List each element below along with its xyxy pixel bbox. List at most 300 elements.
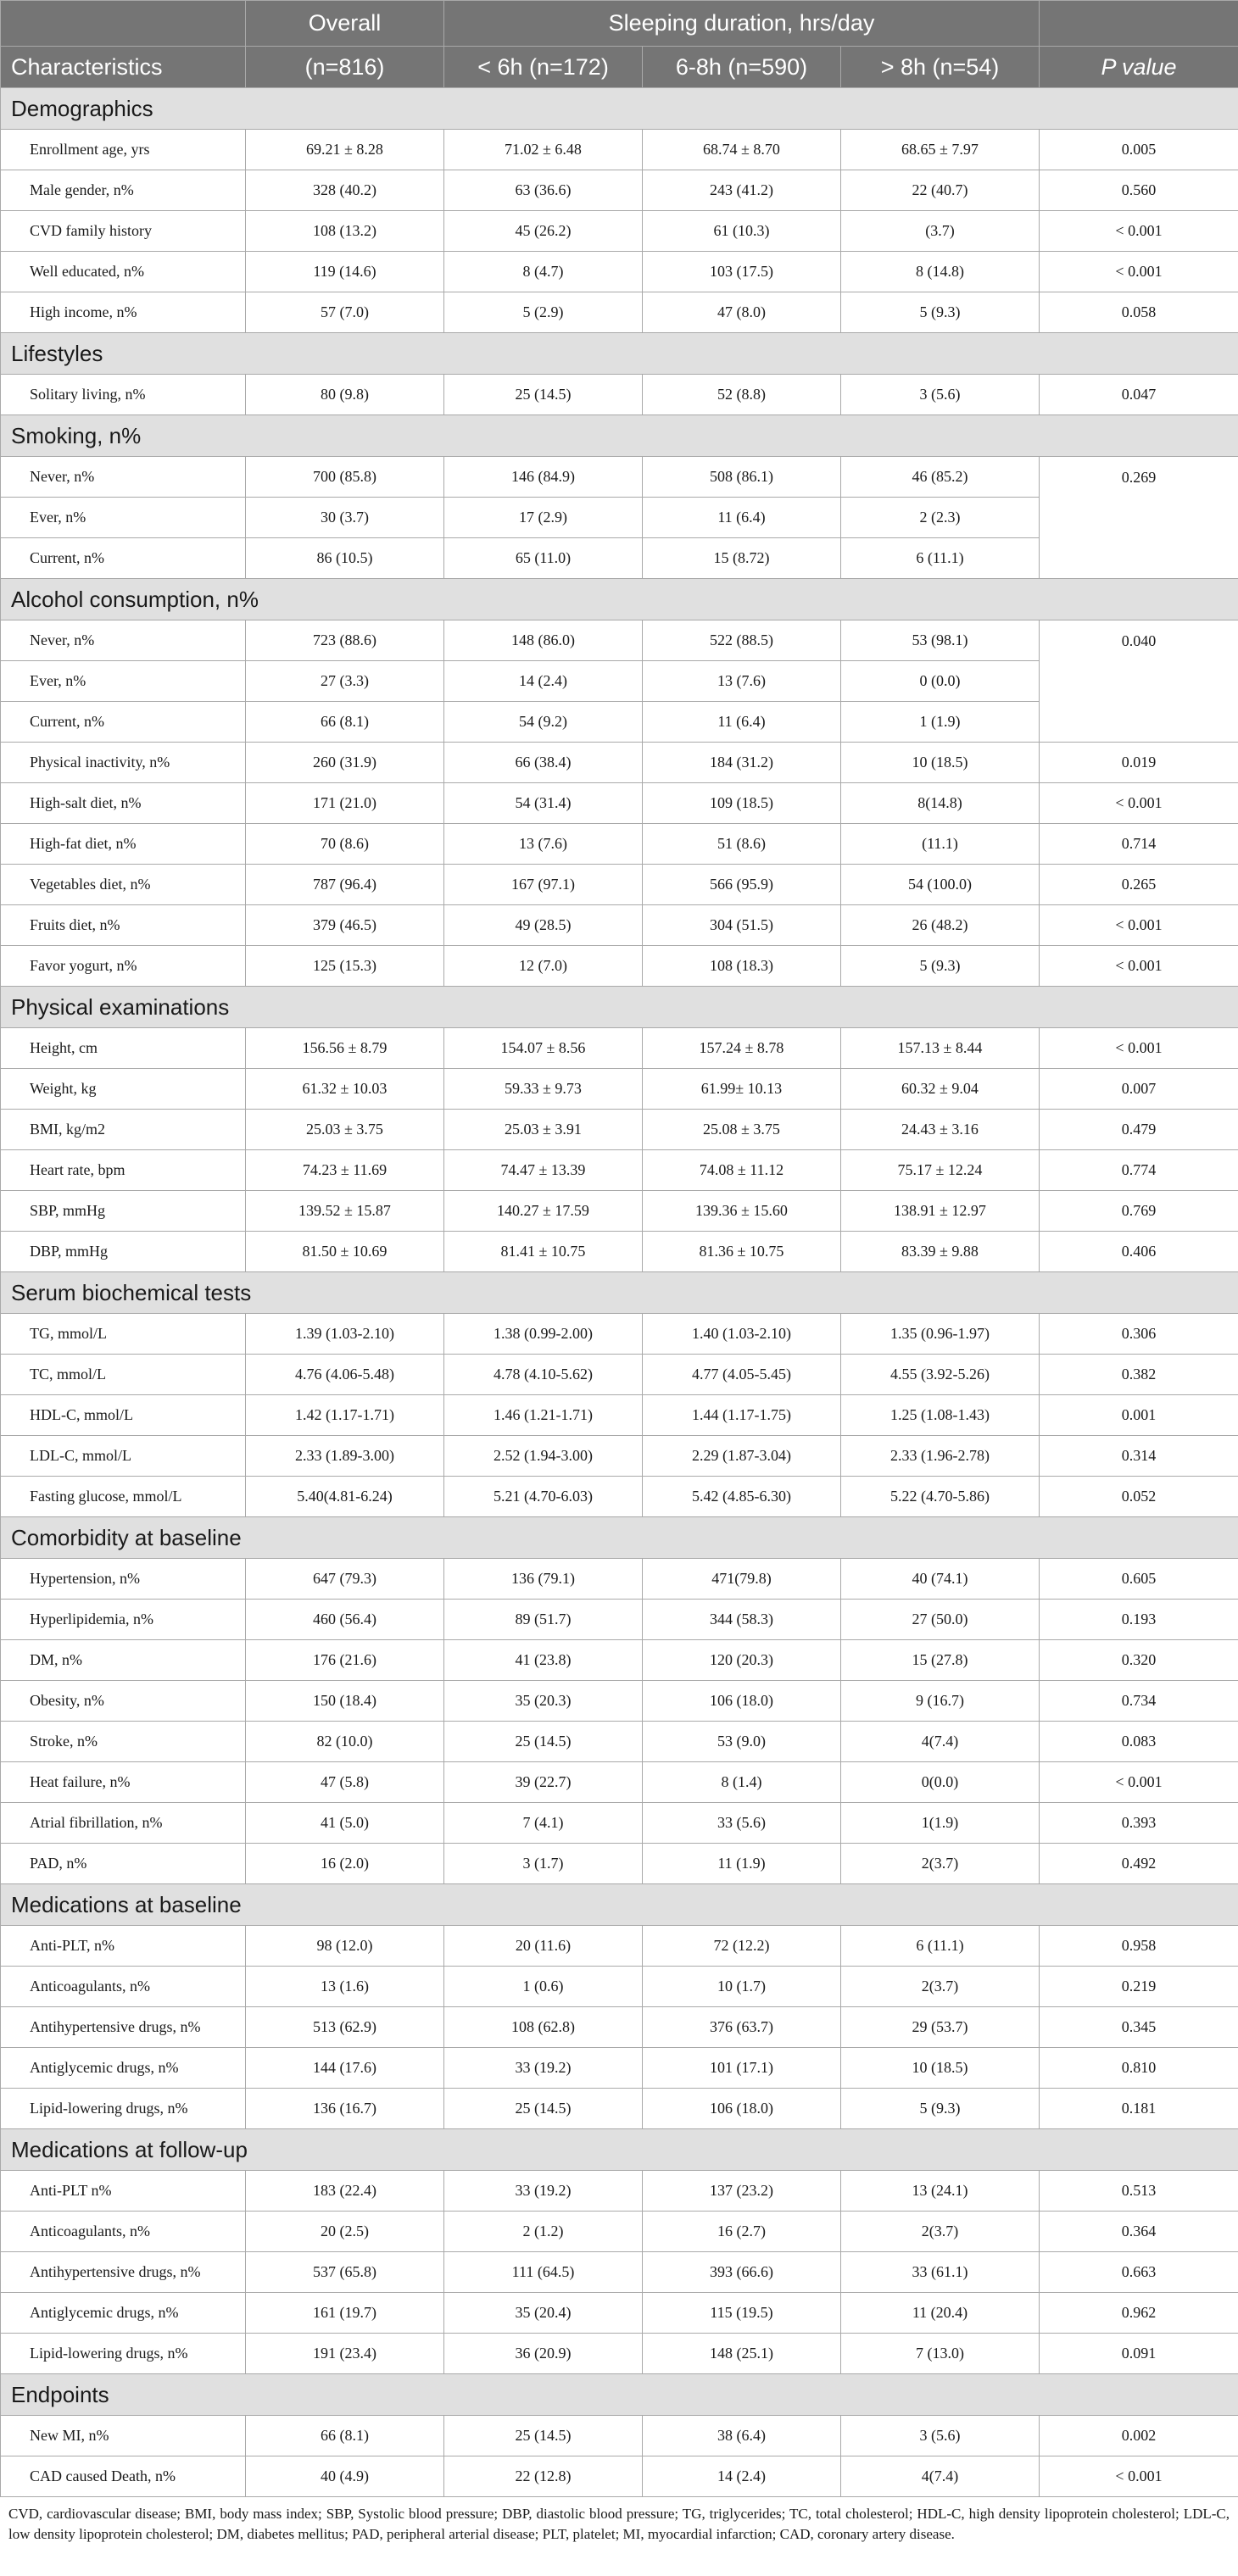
- cell-p-value: 0.958: [1040, 1926, 1238, 1967]
- cell-6to8: 148 (25.1): [643, 2334, 841, 2374]
- cell-p-value: < 0.001: [1040, 2456, 1238, 2497]
- cell-gt8: (3.7): [841, 211, 1040, 252]
- cell-overall: 647 (79.3): [246, 1559, 444, 1600]
- cell-lt6: 2 (1.2): [444, 2212, 643, 2252]
- cell-lt6: 148 (86.0): [444, 620, 643, 661]
- cell-6to8: 15 (8.72): [643, 538, 841, 579]
- cell-gt8: 24.43 ± 3.16: [841, 1110, 1040, 1150]
- cell-p-value: < 0.001: [1040, 252, 1238, 292]
- row-label: CVD family history: [1, 211, 246, 252]
- table-row: [1, 1355, 1238, 1395]
- cell-p-value: < 0.001: [1040, 905, 1238, 946]
- cell-6to8: 1.44 (1.17-1.75): [643, 1395, 841, 1436]
- cell-overall: 108 (13.2): [246, 211, 444, 252]
- row-label: Atrial fibrillation, n%: [1, 1803, 246, 1844]
- row-label: Antiglycemic drugs, n%: [1, 2293, 246, 2334]
- cell-6to8: 38 (6.4): [643, 2416, 841, 2456]
- cell-6to8: 103 (17.5): [643, 252, 841, 292]
- cell-overall: 144 (17.6): [246, 2048, 444, 2089]
- header-characteristics: Characteristics: [1, 47, 246, 88]
- cell-6to8: 47 (8.0): [643, 292, 841, 333]
- section-title: Alcohol consumption, n%: [1, 579, 1238, 620]
- row-label: Ever, n%: [1, 498, 246, 538]
- cell-overall: 191 (23.4): [246, 2334, 444, 2374]
- row-label: Solitary living, n%: [1, 375, 246, 415]
- cell-overall: 136 (16.7): [246, 2089, 444, 2129]
- cell-6to8: 304 (51.5): [643, 905, 841, 946]
- cell-lt6: 74.47 ± 13.39: [444, 1150, 643, 1191]
- table-row: [1, 2007, 1238, 2048]
- cell-lt6: 89 (51.7): [444, 1600, 643, 1640]
- cell-p-value: 0.714: [1040, 824, 1238, 865]
- section-title: Medications at baseline: [1, 1884, 1238, 1926]
- cell-p-value: < 0.001: [1040, 783, 1238, 824]
- cell-p-value: 0.513: [1040, 2171, 1238, 2212]
- cell-lt6: 66 (38.4): [444, 743, 643, 783]
- cell-6to8: 106 (18.0): [643, 2089, 841, 2129]
- row-label: Current, n%: [1, 702, 246, 743]
- cell-p-value: 0.769: [1040, 1191, 1238, 1232]
- cell-lt6: 22 (12.8): [444, 2456, 643, 2497]
- cell-overall: 86 (10.5): [246, 538, 444, 579]
- section-title: Lifestyles: [1, 333, 1238, 375]
- cell-lt6: 54 (9.2): [444, 702, 643, 743]
- header-blank-p: [1040, 1, 1238, 47]
- cell-6to8: 68.74 ± 8.70: [643, 130, 841, 170]
- cell-6to8: 81.36 ± 10.75: [643, 1232, 841, 1272]
- row-label: PAD, n%: [1, 1844, 246, 1884]
- cell-lt6: 12 (7.0): [444, 946, 643, 987]
- row-label: Fruits diet, n%: [1, 905, 246, 946]
- cell-p-value: 0.314: [1040, 1436, 1238, 1477]
- cell-gt8: 5 (9.3): [841, 2089, 1040, 2129]
- row-label: Favor yogurt, n%: [1, 946, 246, 987]
- cell-overall: 379 (46.5): [246, 905, 444, 946]
- section-header-row: [1, 333, 1238, 375]
- cell-p-value: < 0.001: [1040, 1028, 1238, 1069]
- row-label: DM, n%: [1, 1640, 246, 1681]
- cell-overall: 1.42 (1.17-1.71): [246, 1395, 444, 1436]
- cell-gt8: 8(14.8): [841, 783, 1040, 824]
- section-header-row: [1, 2129, 1238, 2171]
- cell-gt8: 6 (11.1): [841, 1926, 1040, 1967]
- cell-p-value: 0.269: [1040, 457, 1238, 579]
- cell-p-value: < 0.001: [1040, 211, 1238, 252]
- table-row: [1, 1762, 1238, 1803]
- header-lt6: < 6h (n=172): [444, 47, 643, 88]
- cell-lt6: 13 (7.6): [444, 824, 643, 865]
- cell-6to8: 120 (20.3): [643, 1640, 841, 1681]
- cell-gt8: 1.35 (0.96-1.97): [841, 1314, 1040, 1355]
- cell-gt8: 54 (100.0): [841, 865, 1040, 905]
- cell-gt8: 33 (61.1): [841, 2252, 1040, 2293]
- cell-lt6: 1.46 (1.21-1.71): [444, 1395, 643, 1436]
- header-row-1: [1, 1, 1238, 47]
- table-row: [1, 1028, 1238, 1069]
- cell-gt8: 10 (18.5): [841, 743, 1040, 783]
- cell-p-value: 0.058: [1040, 292, 1238, 333]
- row-label: Fasting glucose, mmol/L: [1, 1477, 246, 1517]
- table-row: [1, 457, 1238, 498]
- cell-6to8: 1.40 (1.03-2.10): [643, 1314, 841, 1355]
- cell-gt8: 26 (48.2): [841, 905, 1040, 946]
- cell-overall: 98 (12.0): [246, 1926, 444, 1967]
- section-title: Medications at follow-up: [1, 2129, 1238, 2171]
- cell-lt6: 4.78 (4.10-5.62): [444, 1355, 643, 1395]
- cell-overall: 57 (7.0): [246, 292, 444, 333]
- row-label: Never, n%: [1, 457, 246, 498]
- cell-overall: 176 (21.6): [246, 1640, 444, 1681]
- table-row: [1, 375, 1238, 415]
- row-label: Vegetables diet, n%: [1, 865, 246, 905]
- row-label: Stroke, n%: [1, 1722, 246, 1762]
- row-label: DBP, mmHg: [1, 1232, 246, 1272]
- cell-lt6: 63 (36.6): [444, 170, 643, 211]
- cell-overall: 80 (9.8): [246, 375, 444, 415]
- cell-overall: 723 (88.6): [246, 620, 444, 661]
- cell-gt8: 75.17 ± 12.24: [841, 1150, 1040, 1191]
- cell-lt6: 36 (20.9): [444, 2334, 643, 2374]
- cell-p-value: 0.663: [1040, 2252, 1238, 2293]
- table-row: [1, 1844, 1238, 1884]
- cell-6to8: 101 (17.1): [643, 2048, 841, 2089]
- cell-overall: 328 (40.2): [246, 170, 444, 211]
- cell-lt6: 25 (14.5): [444, 2089, 643, 2129]
- cell-p-value: 0.810: [1040, 2048, 1238, 2089]
- cell-overall: 27 (3.3): [246, 661, 444, 702]
- cell-6to8: 72 (12.2): [643, 1926, 841, 1967]
- cell-p-value: 0.479: [1040, 1110, 1238, 1150]
- cell-overall: 40 (4.9): [246, 2456, 444, 2497]
- section-header-row: [1, 1272, 1238, 1314]
- cell-gt8: 11 (20.4): [841, 2293, 1040, 2334]
- table-row: [1, 1436, 1238, 1477]
- cell-6to8: 344 (58.3): [643, 1600, 841, 1640]
- cell-lt6: 59.33 ± 9.73: [444, 1069, 643, 1110]
- cell-p-value: 0.774: [1040, 1150, 1238, 1191]
- row-label: High income, n%: [1, 292, 246, 333]
- table-row: [1, 2048, 1238, 2089]
- table-row: [1, 1314, 1238, 1355]
- cell-p-value: 0.047: [1040, 375, 1238, 415]
- cell-gt8: 3 (5.6): [841, 375, 1040, 415]
- cell-overall: 66 (8.1): [246, 2416, 444, 2456]
- cell-gt8: 2.33 (1.96-2.78): [841, 1436, 1040, 1477]
- cell-6to8: 376 (63.7): [643, 2007, 841, 2048]
- cell-p-value: 0.052: [1040, 1477, 1238, 1517]
- row-label: Hypertension, n%: [1, 1559, 246, 1600]
- cell-overall: 787 (96.4): [246, 865, 444, 905]
- cell-gt8: 157.13 ± 8.44: [841, 1028, 1040, 1069]
- section-header-row: [1, 2374, 1238, 2416]
- cell-6to8: 4.77 (4.05-5.45): [643, 1355, 841, 1395]
- cell-gt8: (11.1): [841, 824, 1040, 865]
- table-row: [1, 2171, 1238, 2212]
- row-label: Male gender, n%: [1, 170, 246, 211]
- cell-overall: 4.76 (4.06-5.48): [246, 1355, 444, 1395]
- cell-overall: 30 (3.7): [246, 498, 444, 538]
- cell-overall: 460 (56.4): [246, 1600, 444, 1640]
- row-label: Anti-PLT, n%: [1, 1926, 246, 1967]
- cell-6to8: 139.36 ± 15.60: [643, 1191, 841, 1232]
- cell-overall: 16 (2.0): [246, 1844, 444, 1884]
- cell-lt6: 140.27 ± 17.59: [444, 1191, 643, 1232]
- cell-lt6: 33 (19.2): [444, 2171, 643, 2212]
- cell-p-value: 0.364: [1040, 2212, 1238, 2252]
- section-header-row: [1, 579, 1238, 620]
- cell-overall: 156.56 ± 8.79: [246, 1028, 444, 1069]
- cell-overall: 25.03 ± 3.75: [246, 1110, 444, 1150]
- cell-6to8: 51 (8.6): [643, 824, 841, 865]
- cell-gt8: 22 (40.7): [841, 170, 1040, 211]
- cell-gt8: 1(1.9): [841, 1803, 1040, 1844]
- cell-gt8: 5.22 (4.70-5.86): [841, 1477, 1040, 1517]
- row-label: Heat failure, n%: [1, 1762, 246, 1803]
- row-label: TC, mmol/L: [1, 1355, 246, 1395]
- table-row: [1, 1069, 1238, 1110]
- cell-lt6: 108 (62.8): [444, 2007, 643, 2048]
- cell-p-value: 0.040: [1040, 620, 1238, 743]
- cell-lt6: 35 (20.3): [444, 1681, 643, 1722]
- row-label: HDL-C, mmol/L: [1, 1395, 246, 1436]
- row-label: SBP, mmHg: [1, 1191, 246, 1232]
- table-row: [1, 1803, 1238, 1844]
- cell-gt8: 1 (1.9): [841, 702, 1040, 743]
- cell-lt6: 35 (20.4): [444, 2293, 643, 2334]
- cell-lt6: 5.21 (4.70-6.03): [444, 1477, 643, 1517]
- cell-p-value: 0.091: [1040, 2334, 1238, 2374]
- cell-lt6: 45 (26.2): [444, 211, 643, 252]
- cell-lt6: 111 (64.5): [444, 2252, 643, 2293]
- cell-gt8: 4.55 (3.92-5.26): [841, 1355, 1040, 1395]
- cell-lt6: 41 (23.8): [444, 1640, 643, 1681]
- cell-overall: 82 (10.0): [246, 1722, 444, 1762]
- header-gt8: > 8h (n=54): [841, 47, 1040, 88]
- cell-overall: 139.52 ± 15.87: [246, 1191, 444, 1232]
- row-label: Weight, kg: [1, 1069, 246, 1110]
- table-row: [1, 1559, 1238, 1600]
- row-label: LDL-C, mmol/L: [1, 1436, 246, 1477]
- row-label: Obesity, n%: [1, 1681, 246, 1722]
- row-label: Anticoagulants, n%: [1, 2212, 246, 2252]
- cell-6to8: 8 (1.4): [643, 1762, 841, 1803]
- row-label: Anti-PLT n%: [1, 2171, 246, 2212]
- cell-lt6: 7 (4.1): [444, 1803, 643, 1844]
- cell-p-value: 0.002: [1040, 2416, 1238, 2456]
- cell-6to8: 16 (2.7): [643, 2212, 841, 2252]
- cell-lt6: 1.38 (0.99-2.00): [444, 1314, 643, 1355]
- cell-overall: 2.33 (1.89-3.00): [246, 1436, 444, 1477]
- cell-overall: 700 (85.8): [246, 457, 444, 498]
- section-title: Endpoints: [1, 2374, 1238, 2416]
- cell-lt6: 2.52 (1.94-3.00): [444, 1436, 643, 1477]
- cell-p-value: 0.345: [1040, 2007, 1238, 2048]
- cell-gt8: 5 (9.3): [841, 946, 1040, 987]
- cell-6to8: 243 (41.2): [643, 170, 841, 211]
- cell-lt6: 25 (14.5): [444, 1722, 643, 1762]
- table-row: [1, 211, 1238, 252]
- cell-overall: 70 (8.6): [246, 824, 444, 865]
- header-row-2: [1, 47, 1238, 88]
- cell-gt8: 2(3.7): [841, 1967, 1040, 2007]
- cell-overall: 66 (8.1): [246, 702, 444, 743]
- row-label: TG, mmol/L: [1, 1314, 246, 1355]
- cell-gt8: 13 (24.1): [841, 2171, 1040, 2212]
- cell-p-value: 0.393: [1040, 1803, 1238, 1844]
- cell-6to8: 61.99± 10.13: [643, 1069, 841, 1110]
- cell-lt6: 71.02 ± 6.48: [444, 130, 643, 170]
- cell-p-value: 0.181: [1040, 2089, 1238, 2129]
- cell-overall: 150 (18.4): [246, 1681, 444, 1722]
- cell-overall: 5.40(4.81-6.24): [246, 1477, 444, 1517]
- cell-6to8: 11 (6.4): [643, 498, 841, 538]
- cell-6to8: 522 (88.5): [643, 620, 841, 661]
- cell-overall: 61.32 ± 10.03: [246, 1069, 444, 1110]
- section-header-row: [1, 415, 1238, 457]
- cell-gt8: 53 (98.1): [841, 620, 1040, 661]
- cell-p-value: 0.605: [1040, 1559, 1238, 1600]
- header-overall: Overall: [246, 1, 444, 47]
- cell-6to8: 74.08 ± 11.12: [643, 1150, 841, 1191]
- table-body: [1, 88, 1238, 2497]
- table-row: [1, 2252, 1238, 2293]
- row-label: Well educated, n%: [1, 252, 246, 292]
- cell-lt6: 167 (97.1): [444, 865, 643, 905]
- cell-lt6: 25.03 ± 3.91: [444, 1110, 643, 1150]
- row-label: Antiglycemic drugs, n%: [1, 2048, 246, 2089]
- cell-p-value: 0.306: [1040, 1314, 1238, 1355]
- cell-gt8: 27 (50.0): [841, 1600, 1040, 1640]
- cell-gt8: 6 (11.1): [841, 538, 1040, 579]
- section-title: Demographics: [1, 88, 1238, 130]
- cell-lt6: 49 (28.5): [444, 905, 643, 946]
- cell-gt8: 4(7.4): [841, 1722, 1040, 1762]
- header-p-value: P value: [1040, 47, 1238, 88]
- table-row: [1, 2416, 1238, 2456]
- cell-overall: 41 (5.0): [246, 1803, 444, 1844]
- cell-6to8: 11 (6.4): [643, 702, 841, 743]
- table-row: [1, 2293, 1238, 2334]
- table-row: [1, 783, 1238, 824]
- cell-6to8: 566 (95.9): [643, 865, 841, 905]
- table-row: [1, 620, 1238, 661]
- cell-6to8: 13 (7.6): [643, 661, 841, 702]
- cell-lt6: 154.07 ± 8.56: [444, 1028, 643, 1069]
- cell-6to8: 5.42 (4.85-6.30): [643, 1477, 841, 1517]
- table-row: [1, 1150, 1238, 1191]
- cell-p-value: 0.019: [1040, 743, 1238, 783]
- cell-overall: 260 (31.9): [246, 743, 444, 783]
- cell-overall: 69.21 ± 8.28: [246, 130, 444, 170]
- cell-lt6: 25 (14.5): [444, 375, 643, 415]
- cell-gt8: 2(3.7): [841, 1844, 1040, 1884]
- header-blank: [1, 1, 246, 47]
- cell-gt8: 68.65 ± 7.97: [841, 130, 1040, 170]
- cell-gt8: 15 (27.8): [841, 1640, 1040, 1681]
- cell-p-value: < 0.001: [1040, 946, 1238, 987]
- row-label: Lipid-lowering drugs, n%: [1, 2089, 246, 2129]
- cell-gt8: 138.91 ± 12.97: [841, 1191, 1040, 1232]
- row-label: Current, n%: [1, 538, 246, 579]
- cell-p-value: 0.734: [1040, 1681, 1238, 1722]
- cell-p-value: 0.382: [1040, 1355, 1238, 1395]
- table-row: [1, 1640, 1238, 1681]
- cell-gt8: 40 (74.1): [841, 1559, 1040, 1600]
- cell-overall: 171 (21.0): [246, 783, 444, 824]
- cell-overall: 161 (19.7): [246, 2293, 444, 2334]
- cell-overall: 20 (2.5): [246, 2212, 444, 2252]
- cell-overall: 513 (62.9): [246, 2007, 444, 2048]
- table-row: [1, 1967, 1238, 2007]
- cell-lt6: 54 (31.4): [444, 783, 643, 824]
- cell-6to8: 25.08 ± 3.75: [643, 1110, 841, 1150]
- cell-lt6: 20 (11.6): [444, 1926, 643, 1967]
- cell-6to8: 53 (9.0): [643, 1722, 841, 1762]
- cell-p-value: < 0.001: [1040, 1762, 1238, 1803]
- cell-overall: 125 (15.3): [246, 946, 444, 987]
- table-row: [1, 905, 1238, 946]
- cell-lt6: 81.41 ± 10.75: [444, 1232, 643, 1272]
- cell-gt8: 7 (13.0): [841, 2334, 1040, 2374]
- cell-gt8: 5 (9.3): [841, 292, 1040, 333]
- cell-lt6: 39 (22.7): [444, 1762, 643, 1803]
- cell-overall: 81.50 ± 10.69: [246, 1232, 444, 1272]
- row-label: Height, cm: [1, 1028, 246, 1069]
- table-row: [1, 170, 1238, 211]
- cell-6to8: 10 (1.7): [643, 1967, 841, 2007]
- section-title: Serum biochemical tests: [1, 1272, 1238, 1314]
- cell-6to8: 11 (1.9): [643, 1844, 841, 1884]
- row-label: Physical inactivity, n%: [1, 743, 246, 783]
- table-row: [1, 1232, 1238, 1272]
- cell-gt8: 0 (0.0): [841, 661, 1040, 702]
- cell-gt8: 8 (14.8): [841, 252, 1040, 292]
- cell-gt8: 4(7.4): [841, 2456, 1040, 2497]
- table-row: [1, 2212, 1238, 2252]
- cell-gt8: 60.32 ± 9.04: [841, 1069, 1040, 1110]
- cell-gt8: 10 (18.5): [841, 2048, 1040, 2089]
- cell-lt6: 17 (2.9): [444, 498, 643, 538]
- cell-gt8: 3 (5.6): [841, 2416, 1040, 2456]
- cell-6to8: 14 (2.4): [643, 2456, 841, 2497]
- cell-overall: 537 (65.8): [246, 2252, 444, 2293]
- section-title: Smoking, n%: [1, 415, 1238, 457]
- cell-6to8: 157.24 ± 8.78: [643, 1028, 841, 1069]
- row-label: Never, n%: [1, 620, 246, 661]
- cell-lt6: 65 (11.0): [444, 538, 643, 579]
- table-row: [1, 743, 1238, 783]
- cell-gt8: 0(0.0): [841, 1762, 1040, 1803]
- table-row: [1, 1926, 1238, 1967]
- header-overall-n: (n=816): [246, 47, 444, 88]
- section-header-row: [1, 987, 1238, 1028]
- cell-gt8: 83.39 ± 9.88: [841, 1232, 1040, 1272]
- section-title: Physical examinations: [1, 987, 1238, 1028]
- table-row: [1, 1110, 1238, 1150]
- row-label: New MI, n%: [1, 2416, 246, 2456]
- row-label: BMI, kg/m2: [1, 1110, 246, 1150]
- cell-6to8: 115 (19.5): [643, 2293, 841, 2334]
- section-title: Comorbidity at baseline: [1, 1517, 1238, 1559]
- cell-p-value: 0.962: [1040, 2293, 1238, 2334]
- table-row: [1, 1395, 1238, 1436]
- cell-6to8: 109 (18.5): [643, 783, 841, 824]
- section-header-row: [1, 88, 1238, 130]
- cell-p-value: 0.492: [1040, 1844, 1238, 1884]
- section-header-row: [1, 1884, 1238, 1926]
- cell-gt8: 29 (53.7): [841, 2007, 1040, 2048]
- cell-6to8: 2.29 (1.87-3.04): [643, 1436, 841, 1477]
